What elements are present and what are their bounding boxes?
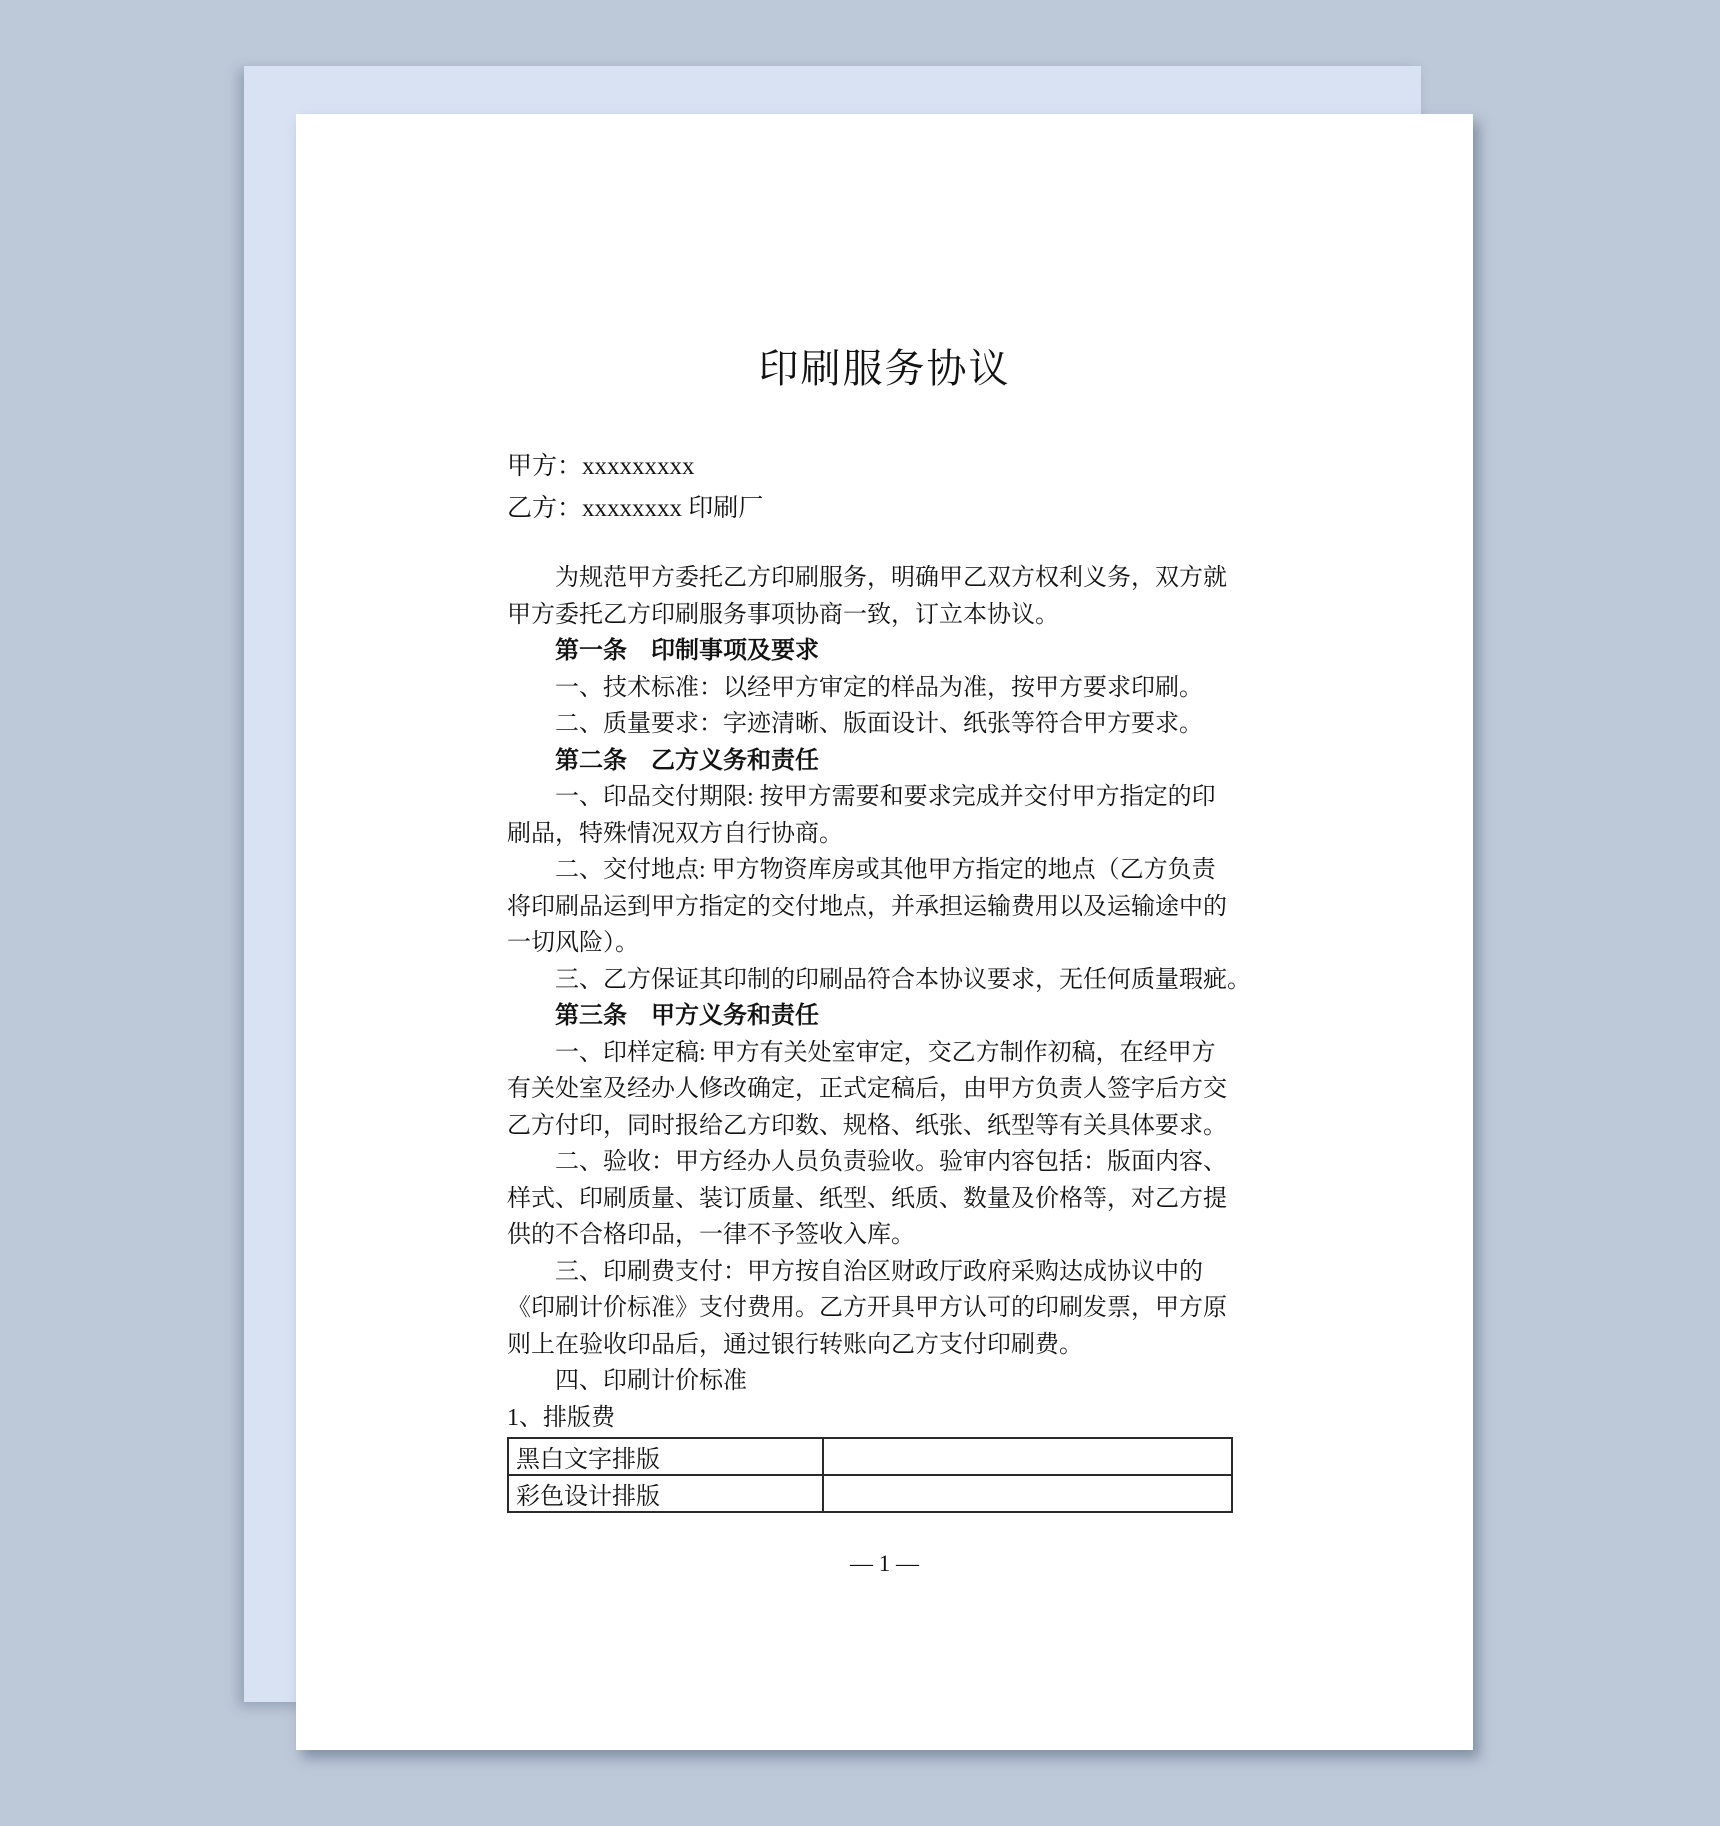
table-row — [508, 1438, 1232, 1475]
document-line: 二、交付地点: 甲方物资库房或其他甲方指定的地点（乙方负责 — [555, 857, 1216, 883]
document-line: 一切风险）。 — [507, 930, 639, 956]
clause-1-heading: 第一条 印制事项及要求 — [555, 638, 819, 664]
document-line: 刷品，特殊情况双方自行协商。 — [507, 820, 843, 847]
document-line: 为规范甲方委托乙方印刷服务，明确甲乙双方权利义务，双方就 — [555, 565, 1227, 591]
document-line: 甲方委托乙方印刷服务事项协商一致，订立本协议。 — [507, 601, 1059, 628]
typesetting-fee-table — [507, 1437, 1233, 1513]
document-page — [296, 114, 1473, 1750]
party-a-line: 甲方：xxxxxxxxx — [507, 453, 695, 480]
table-cell-color-price — [823, 1475, 1232, 1512]
table-cell-color-typesetting: 彩色设计排版 — [508, 1475, 823, 1512]
document-line: 有关处室及经办人修改确定，正式定稿后，由甲方负责人签字后方交 — [507, 1076, 1227, 1102]
document-line: 《印刷计价标准》支付费用。乙方开具甲方认可的印刷发票，甲方原 — [507, 1295, 1227, 1321]
document-line: 一、技术标准：以经甲方审定的样品为准，按甲方要求印刷。 — [555, 674, 1203, 701]
document-line: 一、印样定稿: 甲方有关处室审定，交乙方制作初稿，在经甲方 — [555, 1039, 1216, 1066]
page-number: — 1 — — [850, 1551, 919, 1576]
document-line: 样式、印刷质量、装订质量、纸型、纸质、数量及价格等，对乙方提 — [507, 1185, 1227, 1212]
document-line: 供的不合格印品，一律不予签收入库。 — [507, 1222, 915, 1248]
pricing-standard-line: 四、印刷计价标准 — [555, 1368, 747, 1394]
document-line: 二、验收：甲方经办人员负责验收。验审内容包括：版面内容、 — [555, 1149, 1227, 1175]
table-cell-bw-typesetting: 黑白文字排版 — [508, 1438, 823, 1475]
typesetting-fee-caption: 1、排版费 — [507, 1404, 615, 1431]
document-line: 三、印刷费支付：甲方按自治区财政厅政府采购达成协议中的 — [555, 1258, 1203, 1285]
table-cell-bw-price — [823, 1438, 1232, 1475]
clause-3-heading: 第三条 甲方义务和责任 — [555, 1003, 819, 1029]
document-line: 二、质量要求：字迹清晰、版面设计、纸张等符合甲方要求。 — [555, 711, 1203, 737]
document-line: 则上在验收印品后，通过银行转账向乙方支付印刷费。 — [507, 1331, 1083, 1358]
clause-2-heading: 第二条 乙方义务和责任 — [555, 747, 819, 774]
document-body — [507, 560, 1251, 1436]
document-content — [296, 114, 1473, 1579]
document-line: 乙方付印，同时报给乙方印数、规格、纸张、纸型等有关具体要求。 — [507, 1112, 1227, 1139]
document-line: 将印刷品运到甲方指定的交付地点，并承担运输费用以及运输途中的 — [507, 893, 1227, 920]
party-b-line: 乙方：xxxxxxxx 印刷厂 — [507, 495, 764, 522]
document-line: 三、乙方保证其印制的印刷品符合本协议要求，无任何质量瑕疵。 — [555, 966, 1251, 993]
table-row — [508, 1475, 1232, 1512]
document-title: 印刷服务协议 — [758, 346, 1011, 391]
document-line: 一、印品交付期限: 按甲方需要和要求完成并交付甲方指定的印 — [555, 784, 1216, 810]
